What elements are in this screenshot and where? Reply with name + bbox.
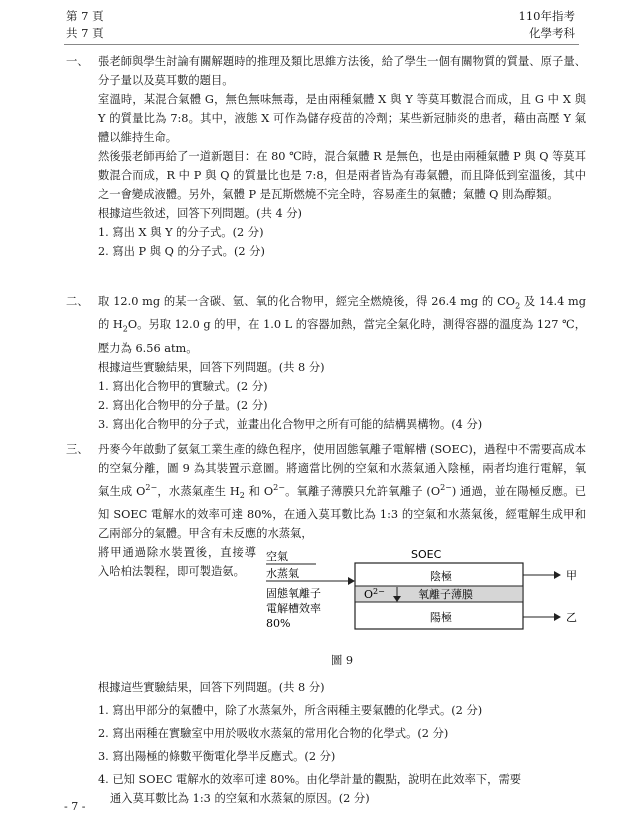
q2-subquestion-3: 3. 寫出化合物甲的分子式，並畫出化合物甲之所有可能的結構異構物。(4 分)	[98, 417, 483, 431]
q3-instructions: 根據這些實驗結果，回答下列問題。(共 8 分)	[98, 681, 325, 695]
outlet-a-arrowhead	[554, 571, 561, 579]
q2-instructions: 根據這些實驗結果，回答下列問題。(共 8 分)	[98, 360, 325, 374]
diagram-title: SOEC	[411, 548, 442, 562]
q1-intro: 張老師與學生討論有關解題時的推理及類比思維方法後，給了學生一個有關物質的質量、原子量、分子量以及莫耳數的題目。	[98, 55, 586, 87]
q3-subquestion-1: 1. 寫出甲部分的氣體中，除了水蒸氣外，所含兩種主要氣體的化學式。(2 分)	[98, 704, 483, 718]
q1-subquestion-1: 1. 寫出 X 與 Y 的分子式。(2 分)	[98, 226, 264, 239]
q1-subquestion-2: 2. 寫出 P 與 Q 的分子式。(2 分)	[98, 245, 265, 258]
header-divider	[64, 44, 579, 45]
page-number: 第 7 頁	[66, 9, 104, 23]
q3-subquestion-4-cont: 通入莫耳數比為 1:3 的空氣和水蒸氣的原因。(2 分)	[110, 792, 370, 806]
header-right	[519, 8, 575, 42]
label-output-b: 乙	[566, 611, 577, 625]
question-number: 三、	[66, 443, 89, 456]
question-number: 二、	[66, 295, 89, 308]
q3-figure-side-text: 將甲通過除水裝置後，直接導入哈柏法製程，即可製造氨。	[98, 546, 256, 579]
label-cell-2: 電解槽效率	[266, 602, 321, 616]
q3-subquestion-4: 4. 已知 SOEC 電解水的效率可達 80%。由化學計量的觀點，說明在此效率下，需要	[98, 773, 522, 787]
total-pages: 共 7 頁	[66, 26, 104, 40]
label-anode: 陽極	[430, 611, 452, 625]
q1-instructions: 根據這些敘述，回答下列問題。(共 4 分)	[98, 207, 302, 220]
label-output-a: 甲	[566, 569, 577, 583]
q3-subquestion-3: 3. 寫出陽極的條數平衡電化學半反應式。(2 分)	[98, 750, 336, 764]
figure-area	[98, 543, 586, 649]
q3-intro: 丹麥今年啟動了氨氣工業生產的綠色程序，使用固態氧離子電解槽 (SOEC)，過程中不需要高成本的空氣分離，圖 9 為其裝置示意圖。將適當比例的空氣和水蒸氣通入陰極，兩者均進行電解，氧氣生成 $O^{2-}$，水蒸氣產生 $H_2$ 和 $O^{2-}$。氧離子薄膜只允許氧離子 $(O^{2-})$ 通過，並在陽極反應。已知 SOEC 電解水的效率可達 80%，在通入莫耳數比為 1:3 的空氣和水蒸氣後，經電解生成甲和乙兩部分的氣體。甲含有未反應的水蒸氣，	[98, 443, 586, 541]
label-air: 空氣	[266, 550, 288, 564]
label-oxide-ion: $O^{2-}$	[364, 587, 385, 602]
question-3	[66, 440, 586, 808]
label-cell-3: 80%	[266, 617, 291, 631]
question-number: 一、	[66, 55, 89, 68]
q3-subquestion-2: 2. 寫出兩種在實驗室中用於吸收水蒸氣的常用化合物的化學式。(2 分)	[98, 727, 449, 741]
label-membrane: 氧離子薄膜	[418, 588, 473, 602]
label-steam: 水蒸氣	[266, 567, 299, 581]
q2-subquestion-2: 2. 寫出化合物甲的分子量。(2 分)	[98, 398, 268, 412]
label-cathode: 陰極	[430, 570, 452, 584]
outlet-b-arrowhead	[554, 613, 561, 621]
q2-intro: 取 12.0 mg 的某一含碳、氫、氧的化合物甲，經完全燃燒後，得 26.4 mg 的 $CO_2$ 及 14.4 mg 的 $H_2O$。另取 12.0 g 的甲，在 1.0 L 的容器加熱，當完全氣化時，測得容器的溫度為 127 ℃，壓力為 6.56 atm。	[98, 295, 586, 355]
q1-paragraph-2: 室溫時，某混合氣體 G，無色無味無毒，是由兩種氣體 X 與 Y 等莫耳數混合而成，且 G 中 X 與 Y 的質量比為 7:8。其中，液態 X 可作為儲存疫苗的冷劑；某些新冠肺炎的患者，藉由高壓 Y 氣體以維持生命。	[98, 93, 586, 144]
q1-paragraph-3: 然後張老師再給了一道新題目：在 80 ℃時，混合氣體 R 是無色，也是由兩種氣體 P 與 Q 等莫耳數混合而成，R 中 P 與 Q 的質量比也是 7:8，但是兩者皆為有毒氣體，而且降低到室溫後，其中之一會變成液體。另外，氣體 P 是瓦斯燃燒不完全時，容易產生的氣體；氣體 Q 則為醇類。	[98, 150, 586, 201]
header-left	[66, 8, 104, 42]
figure-caption: 圖 9	[330, 654, 354, 668]
subject-name: 化學考科	[529, 26, 575, 40]
soec-diagram	[258, 545, 580, 649]
q2-subquestion-1: 1. 寫出化合物甲的實驗式。(2 分)	[98, 379, 268, 393]
label-cell-1: 固態氧離子	[266, 587, 321, 601]
exam-name: 110年指考	[518, 9, 575, 23]
page-footer: - 7 -	[64, 800, 86, 813]
question-2	[66, 292, 586, 434]
question-1	[66, 52, 586, 261]
inlet-arrowhead	[348, 577, 355, 585]
